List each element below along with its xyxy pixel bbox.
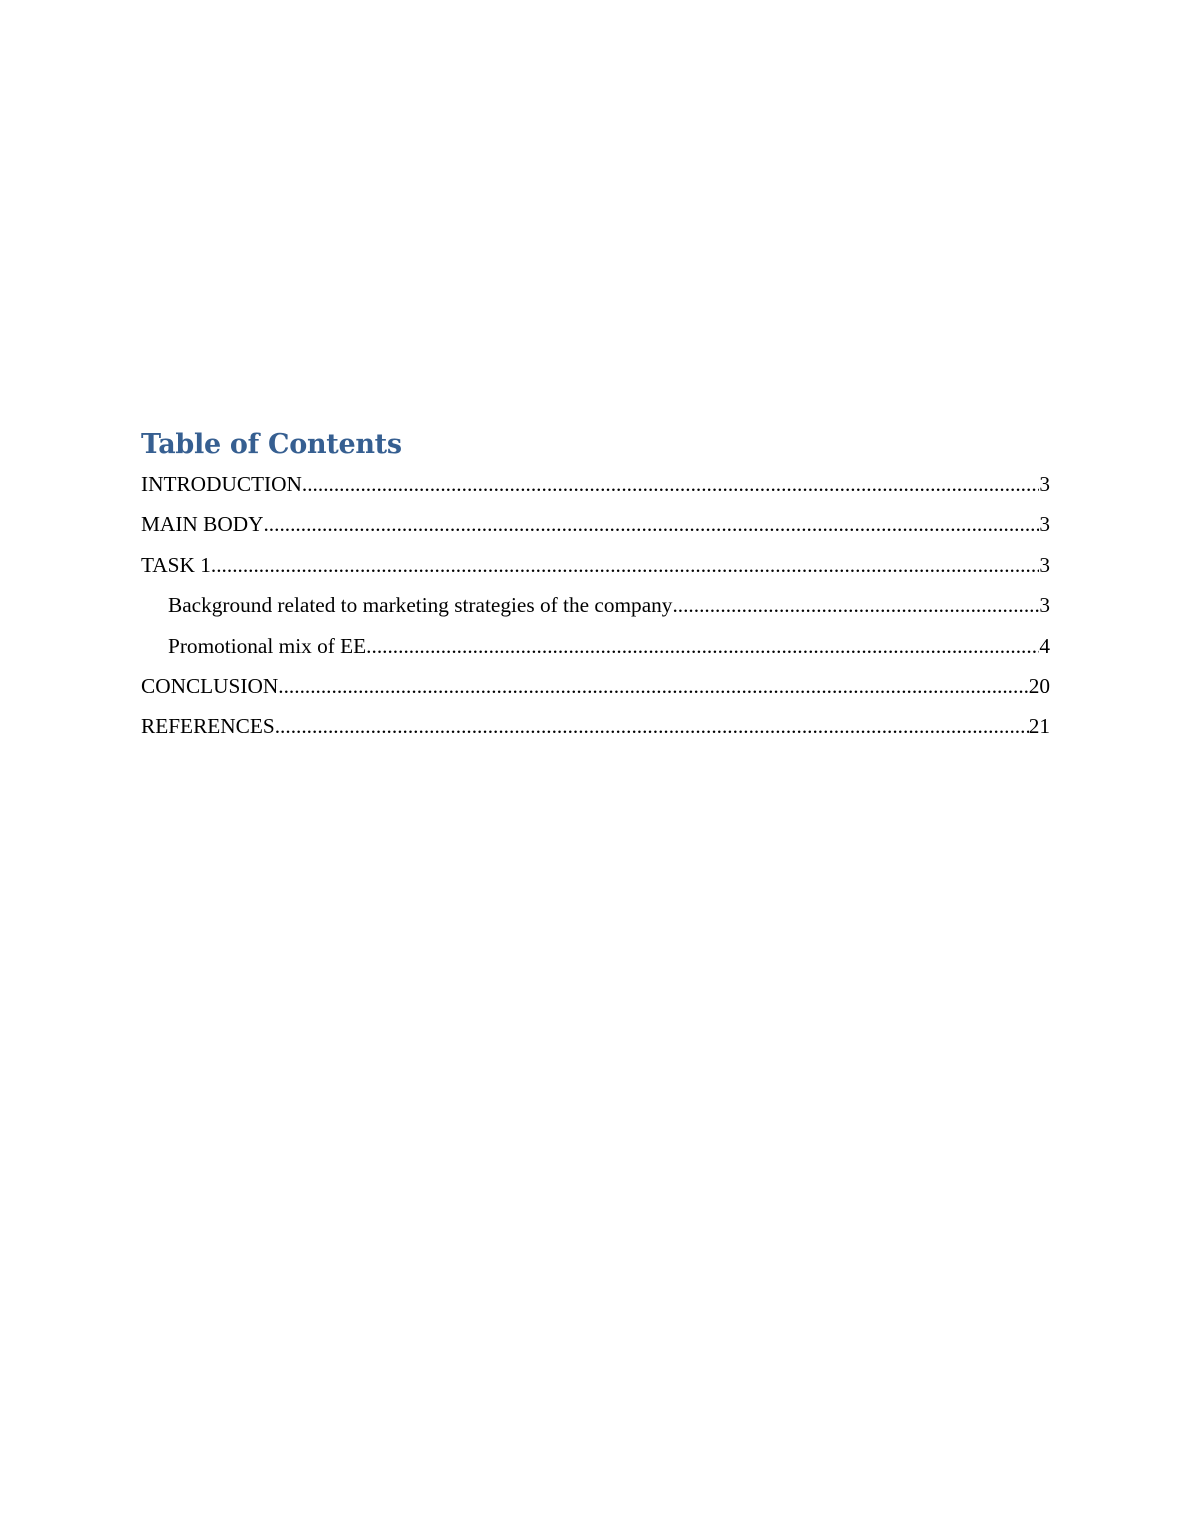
toc-entry-label: TASK 1 xyxy=(141,552,211,577)
table-of-contents xyxy=(141,424,1050,749)
toc-dot-leader xyxy=(211,547,1039,583)
toc-entry-main-body[interactable] xyxy=(141,506,1050,546)
toc-entry-label: INTRODUCTION xyxy=(141,472,302,496)
toc-entry-page-number: 3 xyxy=(1039,472,1050,496)
toc-entry-label: REFERENCES xyxy=(141,714,275,739)
toc-entry-page-number: 20 xyxy=(1028,673,1050,698)
toc-entry-background[interactable] xyxy=(141,587,1050,627)
toc-dot-leader xyxy=(278,668,1028,704)
toc-entry-references[interactable] xyxy=(141,708,1050,748)
toc-entry-page-number: 3 xyxy=(1039,512,1050,537)
toc-entry-page-number: 21 xyxy=(1028,714,1050,739)
toc-entry-page-number: 3 xyxy=(1039,552,1050,577)
toc-dot-leader xyxy=(672,587,1039,623)
toc-entry-label: CONCLUSION xyxy=(141,673,279,698)
toc-entry-label: Background related to marketing strategies of the company xyxy=(168,593,673,618)
toc-entry-label: Promotional mix of EE xyxy=(168,633,367,658)
toc-entry-conclusion[interactable] xyxy=(141,668,1050,708)
toc-entry-task-1[interactable] xyxy=(141,547,1050,587)
toc-title: Table of Contents xyxy=(141,429,402,460)
toc-dot-leader xyxy=(366,628,1039,664)
toc-entry-page-number: 3 xyxy=(1039,593,1050,618)
toc-entry-label: MAIN BODY xyxy=(141,512,264,537)
toc-dot-leader xyxy=(275,708,1029,744)
toc-dot-leader xyxy=(263,506,1039,542)
toc-entry-page-number: 4 xyxy=(1039,633,1050,658)
toc-entry-promotional-mix[interactable] xyxy=(141,628,1050,668)
toc-dot-leader xyxy=(302,466,1039,502)
toc-entry-introduction[interactable] xyxy=(141,466,1050,506)
toc-list xyxy=(141,466,1050,749)
